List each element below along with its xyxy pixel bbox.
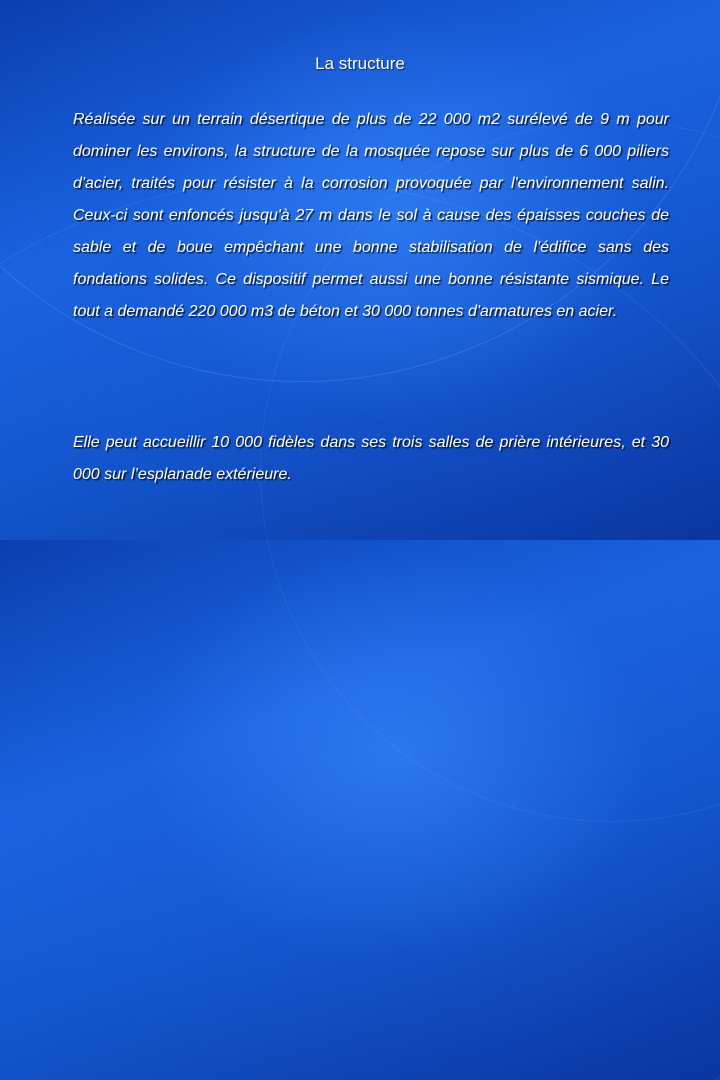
body-paragraph-capacity: Elle peut accueillir 10 000 fidèles dans ses trois salles de prière intérieures, et 30 000 sur l’esplanade extérieure. xyxy=(73,434,669,483)
slide-title: La structure xyxy=(315,54,405,73)
body-paragraph-structure: Réalisée sur un terrain désertique de plus de 22 000 m2 surélevé de 9 m pour dominer les environs, la structure de la mosquée repose sur plus de 6 000 piliers d'acier, traités pour résister à la corrosion provoquée par l'environnement salin. Ceux-ci sont enfoncés jusqu'à 27 m dans le sol à cause des épaisses couches de sable et de boue empêchant une bonne stabilisation de l'édifice sans des fondations solides. Ce dispositif permet aussi une bonne résistante sismique. Le tout a demandé 220 000 m3 de béton et 30 000 tonnes d'armatures en acier. xyxy=(73,111,669,320)
